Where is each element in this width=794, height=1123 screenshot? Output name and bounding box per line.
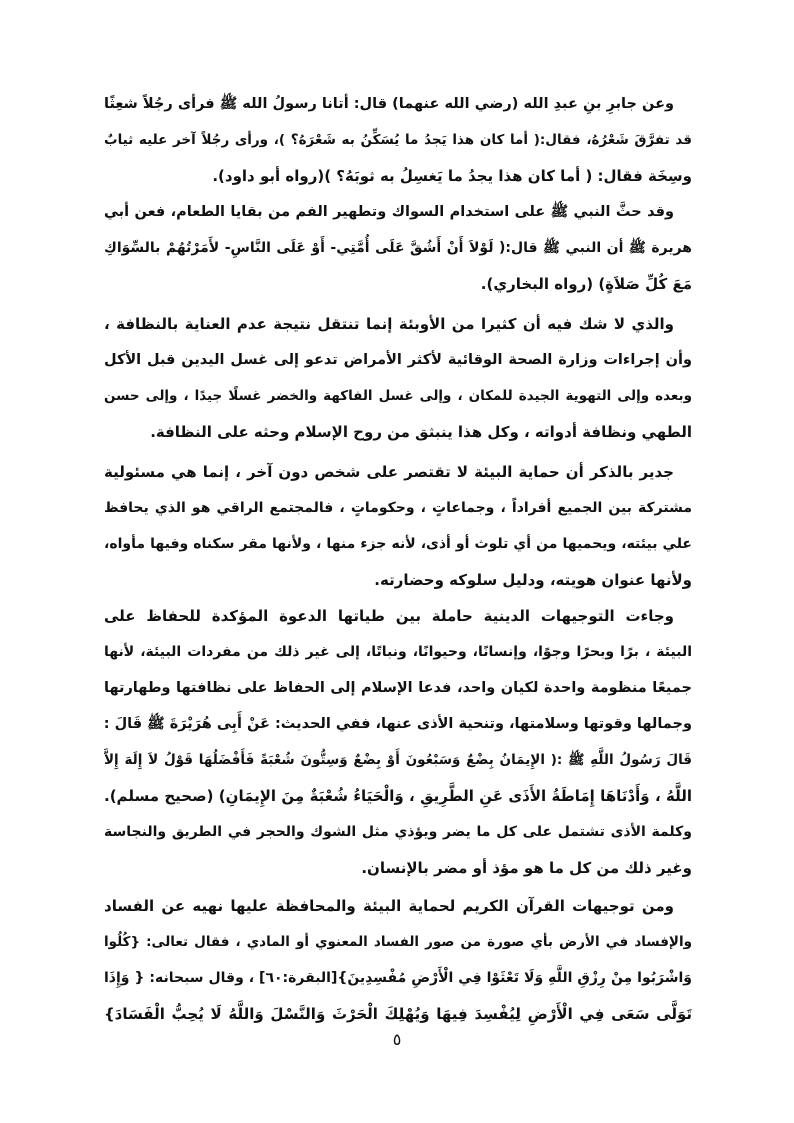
- page-number: ٥: [392, 1030, 402, 1049]
- text-line: علي بيئته، ويحميها من أي تلوث أو أذى، لأنه جزء منها ، ولأنها مقر سكناه وفيها مأواه،: [104, 536, 692, 552]
- text-line: قَالَ رَسُولُ اللَّهِ ﷺ :( الإِيمَانُ بِضْعٌ وَسَبْعُونَ أَوْ بِضْعٌ وَسِتُّونَ شُعْبَةً فَأَفْضَلُهَا قَوْلُ لاَ إِلَهَ إِلاَّ: [104, 752, 692, 768]
- document-page: [0, 86, 794, 1086]
- text-line: وجاءت التوجيهات الدينية حاملة بين طياتها الدعوة المؤكدة للحفاظ على: [104, 607, 674, 625]
- text-line: جميعًا منظومة واحدة لكيان واحد، فدعا الإسلام إلى الحفاظ على نظافتها وطهارتها: [104, 680, 692, 696]
- text-line: وَاشْرَبُوا مِنْ رِزْقِ اللَّهِ وَلَا تَعْثَوْا فِي الْأَرْضِ مُفْسِدِينَ}[البقرة:٦٠] ، وقال سبحانه: { وَإِذَا: [104, 970, 692, 986]
- text-line: الطهي ونظافة أدواته ، وكل هذا ينبثق من روح الإسلام وحثه على النظافة.: [150, 423, 692, 441]
- text-line: وقد حثَّ النبي ﷺ على استخدام السواك وتطهير الفم من بقايا الطعام، فعن أبي: [104, 204, 674, 220]
- text-line: مشتركة بين الجميع أفراداً ، وجماعاتٍ ، وحكوماتٍ ، فالمجتمع الراقي هو الذي يحافظ: [104, 500, 692, 516]
- text-line: هريرة ﷺ أن النبي ﷺ قال:( لَوْلاَ أَنْ أَشُقَّ عَلَى أُمَّتِي- أَوْ عَلَى النَّاسِ- لأَمَرْتُهُمْ بالسِّوَاكِ: [104, 240, 692, 256]
- text-line: وغير ذلك من كل ما هو مؤذ أو مضر بالإنسان.: [361, 859, 692, 877]
- text-line: وأن إجراءات وزارة الصحة الوقائية لأكثر الأمراض تدعو إلى غسل اليدين قبل الأكل: [104, 352, 692, 368]
- text-line: وعن جابرِ بنِ عبدِ الله (رضي الله عنهما) قال: أتانا رسولُ الله ﷺ فرأى رجُلاً شعِثًا: [104, 96, 674, 112]
- text-line: وبعده وإلى التهوية الجيدة للمكان ، وإلى غسل الفاكهة والخضر غسلًا جيدًا ، وإلى حسن: [104, 388, 692, 404]
- text-line: والإفساد في الأرض بأي صورة من صور الفساد المعنوي أو المادي ، فقال تعالى: {كُلُوا: [104, 934, 692, 950]
- text-line: قد تفرَّقَ شَعْرُهُ، فقال:( أما كان هذا يَجدُ ما يُسَكِّنُ به شَعْرَهُ؟ )، ورأى رجُلاً آخر عليه ثيابٌ: [104, 132, 692, 148]
- text-line: وكلمة الأذى تشتمل على كل ما يضر ويؤذي مثل الشوك والحجر في الطريق والنجاسة: [104, 824, 692, 840]
- text-line: اللَّهُ ، وَأَدْنَاهَا إِمَاطَةُ الأَذَى عَنِ الطَّرِيقِ ، وَالْحَيَاءُ شُعْبَةٌ مِنَ الإِيمَانِ) (صحيح مسلم).: [104, 787, 692, 805]
- text-line: ومن توجيهات القرآن الكريم لحماية البيئة والمحافظة عليها نهيه عن الفساد: [104, 897, 674, 915]
- text-line: جدير بالذكر أن حماية البيئة لا تقتصر على شخص دون آخر ، إنما هي مسئولية: [104, 463, 674, 481]
- text-line: والذي لا شك فيه أن كثيرا من الأوبئة إنما تنتقل نتيجة عدم العناية بالنظافة ،: [104, 315, 674, 333]
- text-line: وسِخَة فقال: ( أما كان هذا يجدُ ما يَغسِلُ به ثوبَهُ؟ )(رواه أبو داود).: [212, 167, 692, 185]
- text-line: ولأنها عنوان هويته، ودليل سلوكه وحضارته.: [374, 571, 692, 589]
- text-line: مَعَ كُلِّ صَلاَةٍ) (رواه البخاري).: [480, 275, 692, 293]
- text-line: وجمالها وقوتها وسلامتها، وتنحية الأذى عنها، ففي الحديث: عَنْ أَبِى هُرَيْرَةَ ﷺ قَالَ :: [104, 716, 692, 732]
- text-line: البيئة ، برًا وبحرًا وجوًا، وإنسانًا، وحيوانًا، ونباتًا، إلى غير ذلك من مفردات البيئة، لأنها: [104, 644, 692, 660]
- text-line: تَوَلَّى سَعَى فِي الْأَرْضِ لِيُفْسِدَ فِيهَا وَيُهْلِكَ الْحَرْثَ وَالنَّسْلَ وَاللَّهُ لَا يُحِبُّ الْفَسَادَ}: [104, 1005, 692, 1023]
